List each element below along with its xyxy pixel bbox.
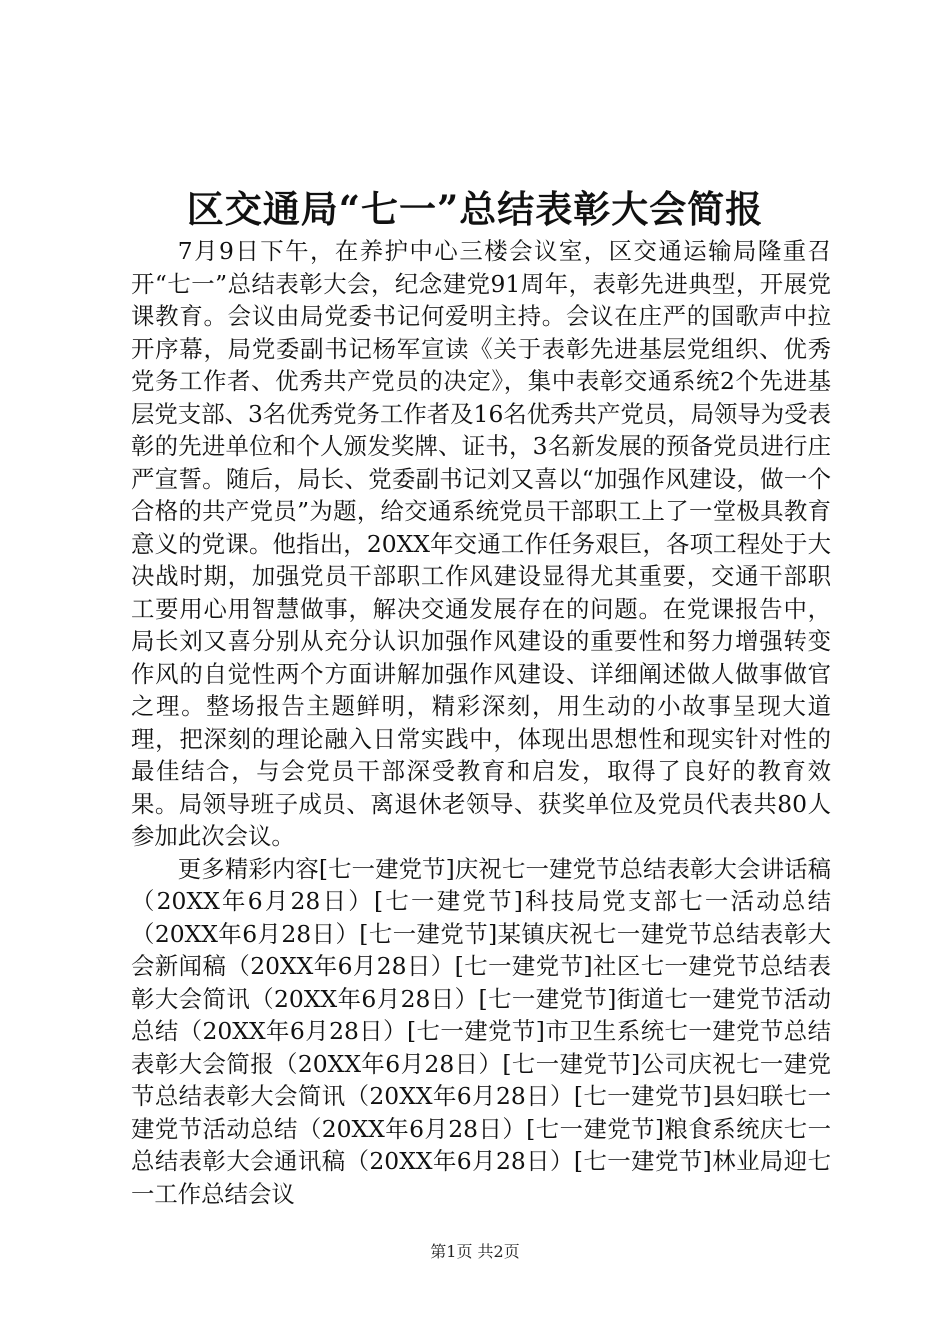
paragraph-meeting-report: 7月9日下午，在养护中心三楼会议室，区交通运输局隆重召开“七一”总结表彰大会，纪念建党91周年，表彰先进典型，开展党课教育。会议由局党委书记何爱明主持。会议在庄严的国歌声中拉开序幕，局党委副书记杨军宣读《关于表彰先进基层党组织、优秀党务工作者、优秀共产党员的决定》，集中表彰交通系统2个先进基层党支部、3名优秀党务工作者及16名优秀共产党员，局领导为受表彰的先进单位和个人颁发奖牌、证书，3名新发展的预备党员进行庄严宣誓。随后，局长、党委副书记刘又喜以“加强作风建设，做一个合格的共产党员”为题，给交通系统党员干部职工上了一堂极具教育意义的党课。他指出，20XX年交通工作任务艰巨，各项工程处于大决战时期，加强党员干部职工作风建设显得尤其重要，交通干部职工要用心用智慧做事，解决交通发展存在的问题。在党课报告中，局长刘又喜分别从充分认识加强作风建设的重要性和努力增强转变作风的自觉性两个方面讲解加强作风建设、详细阐述做人做事做官之理。整场报告主题鲜明，精彩深刻，用生动的小故事呈现大道理，把深刻的理论融入日常实践中，体现出思想性和现实针对性的最佳结合，与会党员干部深受教育和启发，取得了良好的教育效果。局领导班子成员、离退休老领导、获奖单位及党员代表共80人参加此次会议。 <box>131 237 831 850</box>
document-body <box>131 235 831 1210</box>
document-title: 区交通局“七一”总结表彰大会简报 <box>186 187 764 231</box>
paragraph-more-content: 更多精彩内容[七一建党节]庆祝七一建党节总结表彰大会讲话稿（20XX年6月28日）[七一建党节]科技局党支部七一活动总结（20XX年6月28日）[七一建党节]某镇庆祝七一建党节总结表彰大会新闻稿（20XX年6月28日）[七一建党节]社区七一建党节总结表彰大会简讯（20XX年6月28日）[七一建党节]街道七一建党节活动总结（20XX年6月28日）[七一建党节]市卫生系统七一建党节总结表彰大会简报（20XX年6月28日）[七一建党节]公司庆祝七一建党节总结表彰大会简讯（20XX年6月28日）[七一建党节]县妇联七一建党节活动总结（20XX年6月28日）[七一建党节]粮食系统庆七一总结表彰大会通讯稿（20XX年6月28日）[七一建党节]林业局迎七一工作总结会议 <box>131 854 831 1208</box>
page-number-footer: 第1页 共2页 <box>430 1242 520 1261</box>
